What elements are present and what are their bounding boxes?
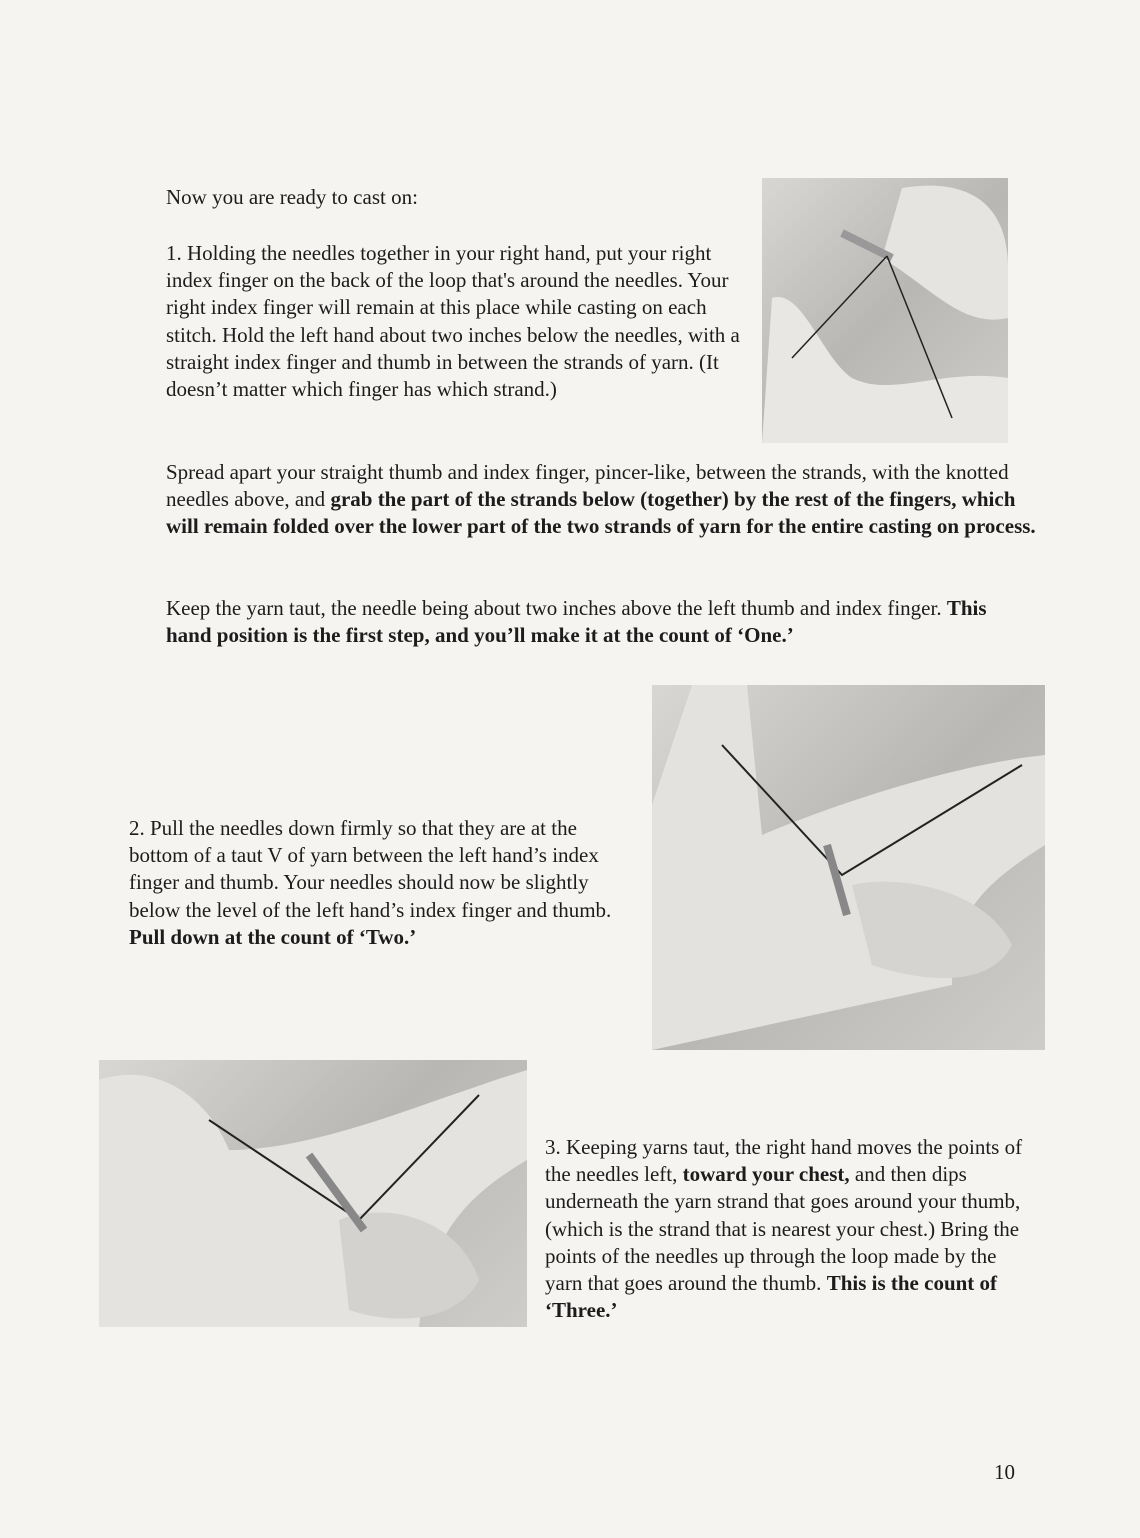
intro-text: Now you are ready to cast on: xyxy=(166,185,418,209)
photo-step-3-hands xyxy=(99,1060,527,1327)
step-2-text xyxy=(129,815,634,951)
step-3-bold-1: toward your chest, xyxy=(682,1162,850,1187)
step-2-plain: 2. Pull the needles down firmly so that they are at the bottom of a taut V of yarn between the left hand’s index finger and thumb. Your needles should now be slightly below the level of the left hand’s index finger and thumb. xyxy=(129,816,612,922)
photo-step-2-hands xyxy=(652,685,1045,1050)
photo-step-1-hands xyxy=(762,178,1008,443)
spread-instructions xyxy=(166,459,1036,541)
step-3-text xyxy=(545,1134,1030,1324)
spread-bold-text: grab the part of the strands below (together) by the rest of the fingers, which will remain folded over the lower part of the two strands of yarn for the entire casting on process. xyxy=(166,487,1036,539)
step-3-plain-1: 3. Keeping yarns taut, the right hand moves the points of the needles left, xyxy=(545,1135,1023,1187)
keep-text: Keep the yarn taut, the needle being about two inches above the left thumb and index finger. xyxy=(166,596,947,620)
step-2-bold: Pull down at the count of ‘Two.’ xyxy=(129,924,417,949)
keep-taut-instructions xyxy=(166,595,1026,649)
page-number: 10 xyxy=(994,1460,1015,1484)
step-1-text: 1. Holding the needles together in your right hand, put your right index finger on the back of the loop that's around the needles. Your right index finger will remain at this place while casting on each stitch. Hold the left hand about two inches below the needles, with a straight index finger and thumb in between the strands of yarn. (It doesn’t matter which finger has which strand.) xyxy=(166,241,740,402)
step-3-plain-2: and then dips underneath the yarn strand that goes around your thumb, (which is the strand that is nearest your chest.) Bring the points of the needles up through the loop made by the yarn that goes around the thumb. xyxy=(545,1162,1021,1296)
spread-text: Spread apart your straight thumb and index finger, pincer-like, between the strands, with the knotted needles above, and xyxy=(166,460,1009,512)
keep-bold-text: This hand position is the first step, and you’ll make it at the count of ‘One.’ xyxy=(166,596,987,648)
step-3-bold-2: This is the count of ‘Three.’ xyxy=(545,1271,998,1323)
